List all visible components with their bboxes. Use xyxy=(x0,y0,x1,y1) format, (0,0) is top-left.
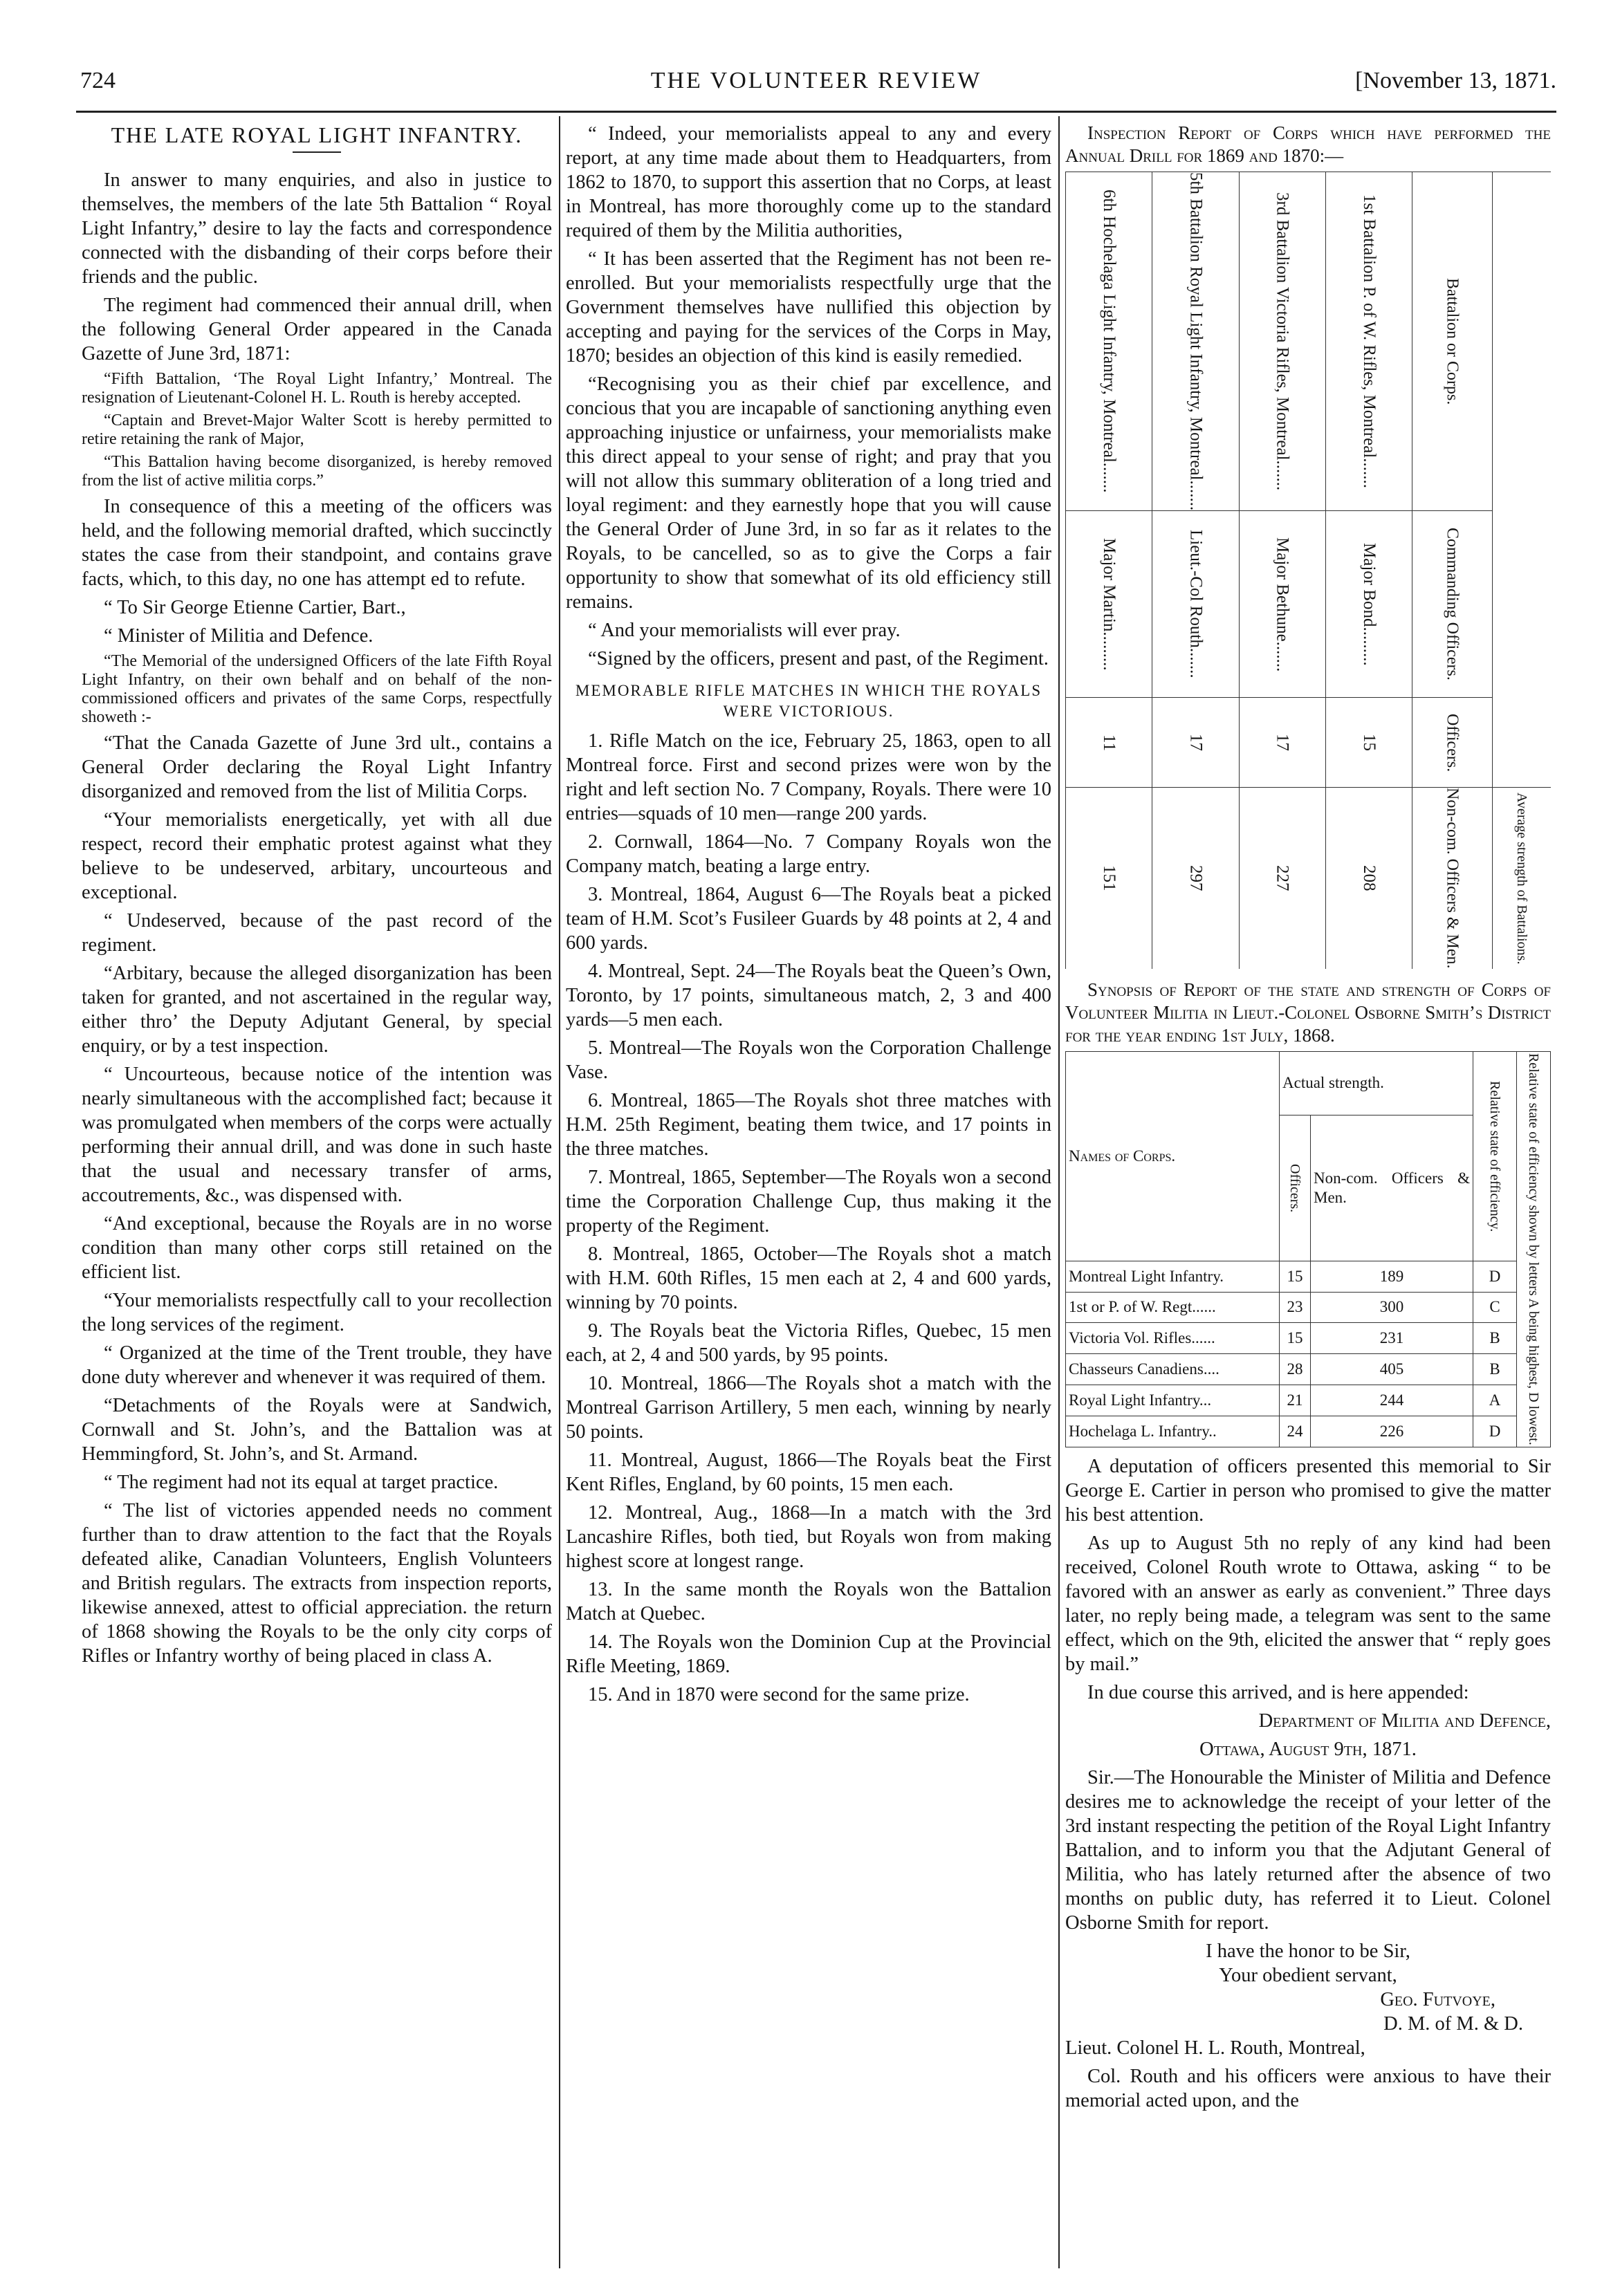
table-header: Commanding Officers. xyxy=(1443,528,1462,681)
memorial-paragraph: “ It has been asserted that the Regiment has not been re-enrolled. But your memorialists respectfully urge that the Government themselves have nullified this objection by accepting and paying for the services of the Corps in May, 1870; besides an objection of this kind is easily remedied. xyxy=(566,248,1051,367)
table-cell: B xyxy=(1473,1323,1517,1354)
table-cell: 405 xyxy=(1311,1354,1473,1385)
table-cell: 1st Battalion P. of W. Rifles, Montreal....... xyxy=(1360,194,1379,489)
table-cell: 189 xyxy=(1311,1261,1473,1292)
table-cell: 1st or P. of W. Regt...... xyxy=(1066,1292,1280,1323)
heading-rule xyxy=(293,151,341,153)
table-cell: Major Martin......... xyxy=(1100,537,1119,671)
synopsis-table xyxy=(1065,1051,1551,1447)
memorial-paragraph: “And exceptional, because the Royals are in no worse condition than many other corps still retained on the efficient list. xyxy=(82,1213,552,1283)
matches-heading: MEMORABLE RIFLE MATCHES IN WHICH THE ROYALS WERE VICTORIOUS. xyxy=(575,682,1042,720)
letter-signature: Geo. Futvoye, xyxy=(1380,1988,1495,2010)
match-item: 8. Montreal, 1865, October—The Royals shot a match with H.M. 60th Rifles, 15 men each at 2, 4 and 600 yards, winning by 70 points. xyxy=(566,1243,1051,1313)
memorial-paragraph: “ The regiment had not its equal at target practice. xyxy=(104,1472,499,1493)
publication-title: THE VOLUNTEER REVIEW xyxy=(650,68,982,93)
match-item: 14. The Royals won the Dominion Cup at the Provincial Rifle Meeting, 1869. xyxy=(566,1631,1051,1677)
paragraph: Col. Routh and his officers were anxious to have their memorial acted upon, and the xyxy=(1065,2065,1551,2111)
table-cell: C xyxy=(1473,1292,1517,1323)
table-cell: D xyxy=(1473,1261,1517,1292)
table-cell: 244 xyxy=(1311,1385,1473,1416)
memorial-paragraph: “Recognising you as their chief par excellence, and concious that you are incapable of sanctioning anything even approaching injustice or unfairness, your memorialists make this direct appeal to your sense of right; and pray that you will not allow this summary obliteration of a long tried and loyal regiment: and they earnestly hope that you will cause the General Order of June 3rd, in so far as it relates to the Royals, to be cancelled, so as to give the Corps a fair opportunity to show that somewhat of its old efficiency still remains. xyxy=(566,373,1051,613)
table-cell: 28 xyxy=(1280,1354,1311,1385)
table-cell: 24 xyxy=(1280,1416,1311,1447)
memorial-paragraph: “ Organized at the time of the Trent trouble, they have done duty wherever and whenever it was required of them. xyxy=(82,1342,552,1388)
match-item: 4. Montreal, Sept. 24—The Royals beat the Queen’s Own, Toronto, by 17 points, simultaneous match, 2, 3 and 400 yards—5 men each. xyxy=(566,961,1051,1030)
table-cell: 300 xyxy=(1311,1292,1473,1323)
table-cell: Major Bond......... xyxy=(1360,542,1379,666)
match-item: 13. In the same month the Royals won the Battalion Match at Quebec. xyxy=(566,1579,1051,1624)
article-heading: THE LATE ROYAL LIGHT INFANTRY. xyxy=(111,122,523,147)
general-order-line: “This Battalion having become disorganized, is hereby removed from the list of active militia corps.” xyxy=(82,453,552,490)
table-cell: D xyxy=(1473,1416,1517,1447)
table-cell: Chasseurs Canadiens.... xyxy=(1066,1354,1280,1385)
inspection-caption: Inspection Report of Corps which have performed the Annual Drill for 1869 and 1870:— xyxy=(1065,122,1551,166)
general-order-line: “Captain and Brevet-Major Walter Scott is hereby permitted to retire retaining the rank of Major, xyxy=(82,411,552,448)
column-divider-2 xyxy=(1058,116,1060,2268)
match-item: 7. Montreal, 1865, September—The Royals won a second time the Corporation Challenge Cup, thus making it the property of the Regiment. xyxy=(566,1167,1051,1237)
match-item: 5. Montreal—The Royals won the Corporation Challenge Vase. xyxy=(566,1037,1051,1083)
table-cell: 208 xyxy=(1360,865,1379,891)
paragraph: In answer to many enquiries, and also in justice to themselves, the members of the late 5th Battalion “ Royal Light Infantry,” desire to lay the facts and correspondence connected with the disbanding of their corps before their friends and the public. xyxy=(82,169,552,288)
memorial-paragraph: “That the Canada Gazette of June 3rd ult., contains a General Order declaring the Royal Light Infantry disorganized and removed from the list of Militia Corps. xyxy=(82,732,552,802)
table-header: Actual strength. xyxy=(1280,1051,1473,1115)
match-item: 10. Montreal, 1866—The Royals shot a match with the Montreal Garrison Artillery, 5 men each, winning by nearly 50 points. xyxy=(566,1373,1051,1443)
match-item: 12. Montreal, Aug., 1868—In a match with the 3rd Lancashire Rifles, both tied, but Royals won from making highest score at longest range. xyxy=(566,1502,1051,1572)
table-cell: 5th Battalion Royal Light Infantry, Montreal....... xyxy=(1186,172,1206,511)
table-cell: Major Bethune....... xyxy=(1273,537,1292,672)
letter-signature-title: D. M. of M. & D. xyxy=(1383,2012,1523,2035)
address-line: “ Minister of Militia and Defence. xyxy=(104,625,374,647)
table-header: Relative state of efficiency. xyxy=(1487,1080,1502,1232)
memorial-paragraph: “ Undeserved, because of the past record of the regiment. xyxy=(82,910,552,956)
table-row xyxy=(1066,1385,1551,1416)
letter-closing: Your obedient servant, xyxy=(1219,1964,1397,1986)
table-cell: 23 xyxy=(1280,1292,1311,1323)
table-note: Relative state of efficiency shown by letters A being highest, D lowest. xyxy=(1526,1053,1541,1445)
inspection-table xyxy=(1065,172,1551,969)
paragraph: As up to August 5th no reply of any kind had been received, Colonel Routh wrote to Ottawa, asking “ to be favored with an answer as early as convenient.” Three days later, no reply being made, a telegram was sent to the same effect, which on the 9th, elicited the answer that “ reply goes by mail.” xyxy=(1065,1532,1551,1675)
table-row xyxy=(1066,1323,1551,1354)
letter-place-date: Ottawa, August 9th, 1871. xyxy=(1199,1738,1417,1760)
paragraph: The regiment had commenced their annual drill, when the following General Order appeared in the Canada Gazette of June 3rd, 1871: xyxy=(82,295,552,364)
table-cell: 231 xyxy=(1311,1323,1473,1354)
memorial-intro: “The Memorial of the undersigned Officers of the late Fifth Royal Light Infantry, on their own behalf and on behalf of the non-commissioned officers and privates of the same Corps, respectfully showeth :- xyxy=(82,652,552,726)
table-cell: 226 xyxy=(1311,1416,1473,1447)
column-3 xyxy=(1065,122,1551,2272)
match-item: 6. Montreal, 1865—The Royals shot three matches with H.M. 25th Regiment, beating them twice, and 17 points in the three matches. xyxy=(566,1090,1051,1160)
table-header: Names of Corps. xyxy=(1066,1051,1280,1261)
memorial-paragraph: “ The list of victories appended needs no comment further than to draw attention to the fact that the Royals defeated alike, Canadian Volunteers, English Volunteers and British regulars. The extracts from inspection reports, likewise annexed, attest to official appreciation. the return of 1868 showing the Royals to be the only city corps of Rifles or Infantry worthy of being placed in class A. xyxy=(82,1500,552,1667)
table-cell: 297 xyxy=(1186,865,1206,891)
table-header: Officers. xyxy=(1443,713,1462,772)
memorial-paragraph: “Signed by the officers, present and past, of the Regiment. xyxy=(588,648,1049,669)
table-row xyxy=(1066,1261,1551,1292)
column-2 xyxy=(566,122,1051,2272)
address-line: “ To Sir George Etienne Cartier, Bart., xyxy=(104,597,406,618)
general-order-line: “Fifth Battalion, ‘The Royal Light Infantry,’ Montreal. The resignation of Lieutenant-Colonel H. L. Routh is hereby accepted. xyxy=(82,370,552,407)
table-cell: Montreal Light Infantry. xyxy=(1066,1261,1280,1292)
table-cell: 151 xyxy=(1100,865,1119,891)
page-number: 724 xyxy=(80,68,116,93)
letter-body: Sir.—The Honourable the Minister of Militia and Defence desires me to acknowledge the receipt of your letter of the 3rd instant respecting the petition of the Royal Light Infantry Battalion, and to inform you that the Adjutant General of Militia, who has lately returned after the absence of two months on public duty, has referred it to Lieut. Colonel Osborne Smith for report. xyxy=(1065,1766,1551,1934)
table-cell: 6th Hochelaga Light Infantry, Montreal....... xyxy=(1100,189,1119,493)
match-item: 1. Rifle Match on the ice, February 25, 1863, open to all Montreal force. First and second prizes were won by the right and left section No. 7 Company, Royals. There were 10 entries—squads of 10 men—range 200 yards. xyxy=(566,730,1051,824)
paragraph: In due course this arrived, and is here appended: xyxy=(1087,1681,1469,1703)
match-item: 3. Montreal, 1864, August 6—The Royals beat a picked team of H.M. Scot’s Fusileer Guards by 48 points at 2, 4 and 600 yards. xyxy=(566,884,1051,954)
table-cell: 15 xyxy=(1280,1261,1311,1292)
table-cell: B xyxy=(1473,1354,1517,1385)
table-cell: 15 xyxy=(1280,1323,1311,1354)
memorial-paragraph: “Detachments of the Royals were at Sandwich, Cornwall and St. John’s, and the Battalion was at Hemmingford, St. John’s, and St. Armand. xyxy=(82,1395,552,1465)
table-cell: A xyxy=(1473,1385,1517,1416)
memorial-paragraph: “Arbitary, because the alleged disorganization has been taken for granted, and not ascertained in the regular way, either thro’ the Deputy Adjutant General, by special enquiry, or by a test inspection. xyxy=(82,963,552,1057)
issue-date: [November 13, 1871. xyxy=(1355,68,1556,93)
match-item: 9. The Royals beat the Victoria Rifles, Quebec, 15 men each, at 2, 4 and 500 yards, by 95 points. xyxy=(566,1320,1051,1366)
page-header xyxy=(76,64,1556,107)
memorial-paragraph: “Your memorialists respectfully call to your recollection the long services of the regiment. xyxy=(82,1290,552,1335)
table-row xyxy=(1066,1416,1551,1447)
letter-closing: I have the honor to be Sir, xyxy=(1206,1940,1410,1962)
table-cell: Lieut.-Col Routh....... xyxy=(1186,530,1206,679)
table-row xyxy=(1066,1354,1551,1385)
table-cell: Hochelaga L. Infantry.. xyxy=(1066,1416,1280,1447)
table-header: Battalion or Corps. xyxy=(1443,277,1462,405)
table-header: Officers. xyxy=(1287,1163,1302,1213)
synopsis-caption: Synopsis of Report of the state and strength of Corps of Volunteer Militia in Lieut.-Colonel Osborne Smith’s District for the year ending 1st July, 1868. xyxy=(1065,979,1551,1046)
memorial-paragraph: “Your memorialists energetically, yet with all due respect, record their emphatic protest against what they believe to be undeserved, arbitary, uncourteous and exceptional. xyxy=(82,809,552,903)
table-cell: 227 xyxy=(1273,865,1292,891)
paragraph: In consequence of this a meeting of the officers was held, and the following memorial drafted, which succinctly states the case from their standpoint, and contains grave facts, which, to this day, no one has attempt ed to refute. xyxy=(82,496,552,590)
column-1 xyxy=(82,122,552,2272)
table-cell: 3rd Battalion Victoria Rifles, Montreal....... xyxy=(1273,192,1292,491)
paragraph: A deputation of officers presented this memorial to Sir George E. Cartier in person who promised to give the matter his best attention. xyxy=(1065,1455,1551,1526)
memorial-paragraph: “ Uncourteous, because notice of the intention was nearly simultaneous with the accomplished fact; because it was promulgated when members of the corps were actually performing their annual drill, and was done in such haste that the usual and necessary transfer of arms, accoutrements, &c., was dispensed with. xyxy=(82,1064,552,1206)
column-divider-1 xyxy=(559,116,560,2268)
table-cell: Royal Light Infantry... xyxy=(1066,1385,1280,1416)
table-header: Non-com. Officers & Men. xyxy=(1443,788,1462,969)
letter-addressee: Lieut. Colonel H. L. Routh, Montreal, xyxy=(1065,2037,1365,2059)
table-cell: 17 xyxy=(1273,734,1292,752)
table-header: Non-com. Officers & Men. xyxy=(1311,1115,1473,1261)
table-row xyxy=(1066,1292,1551,1323)
memorial-paragraph: “ And your memorialists will ever pray. xyxy=(588,620,901,641)
table-cell: 21 xyxy=(1280,1385,1311,1416)
match-item: 11. Montreal, August, 1866—The Royals beat the First Kent Rifles, England, by 60 points, 15 men each. xyxy=(566,1450,1051,1495)
table-cell: 15 xyxy=(1360,734,1379,752)
match-item: 2. Cornwall, 1864—No. 7 Company Royals won the Company match, beating a large entry. xyxy=(566,831,1051,877)
table-cell: Victoria Vol. Rifles...... xyxy=(1066,1323,1280,1354)
table-cell: 11 xyxy=(1100,734,1119,751)
table-cell: 17 xyxy=(1186,734,1206,752)
letter-department: Department of Militia and Defence, xyxy=(1258,1710,1551,1732)
table-header: Average strength of Battalions. xyxy=(1513,792,1529,965)
memorial-paragraph: “ Indeed, your memorialists appeal to any and every report, at any time made about them to Headquarters, from 1862 to 1870, to support this assertion that no Corps, at least in Montreal, has more thoroughly come up to the standard required of them by the Militia authorities, xyxy=(566,123,1051,241)
match-item: 15. And in 1870 were second for the same prize. xyxy=(588,1684,970,1705)
header-rule xyxy=(76,111,1556,113)
